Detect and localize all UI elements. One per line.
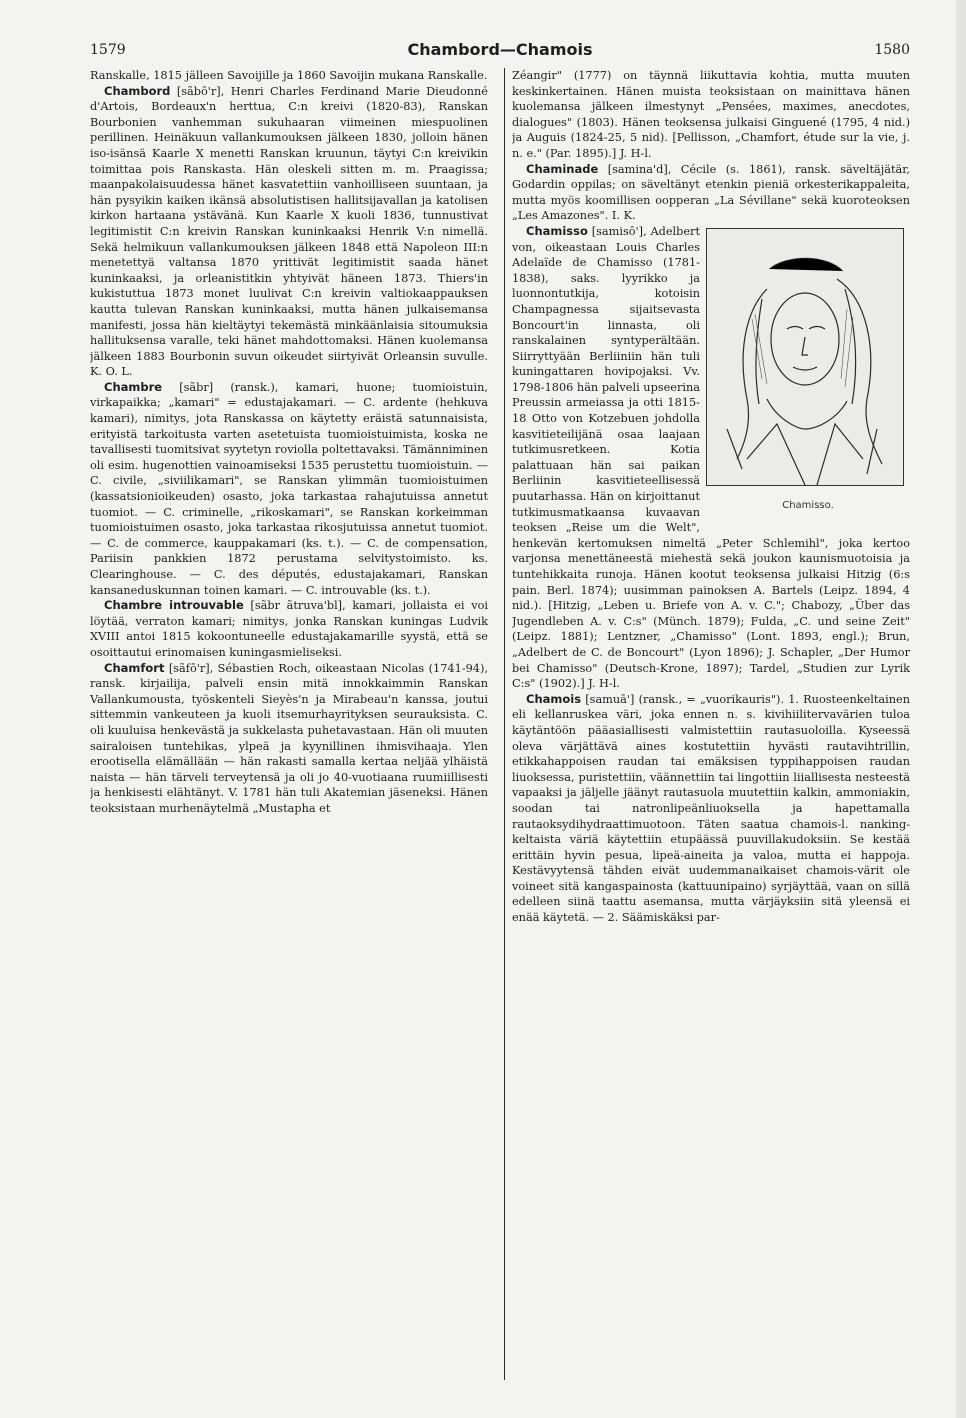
entry-text: [sãbr] (ransk.), kamari, huone; tuomioistuin, virkapaikka; „kamari" = edustajakamari. — C. ardente (hehkuva kamari), nimitys, jota Ranskassa on käytetty eräistä satunnaisista, erityistä tarkoitusta varten asetetuista tuomioistuimista, koska ne tavallisesti tuomitsivat syytetyn roviolla poltettavaksi. Tämänniminen oli esim. hugenottien vainoamiseksi 1535 perustettu tuomioistuin. — C. civile, „siviilikamari", se Ranskan ylimmän tuomioistuimen (kassatsionioikeuden) osasto, joka tarkastaa rahajutuissa annetut tuomiot. — C. criminelle, „rikoskamari", se Ranskan korkeimman tuomioistuimen osasto, joka tarkastaa rikosjutuissa annetut tuomiot. — C. de commerce, kauppakamari (ks. t.). — C. de compensation, Pariisin pankkien 1872 perustama selvitystoimisto. ks. Clearinghouse. — C. des députés, edustajakamari, Ranskan kansaneduskunnan toinen kamari. — C. introuvable (ks. t.). <box>90 380 488 597</box>
page-edge <box>956 0 966 1418</box>
entry-text: [sãbō'r], Henri Charles Ferdinand Marie Dieudonné d'Artois, Bordeaux'n herttua, C:n kreivi (1820-83), Ranskan Bourbonien vanhemman sukuhaaran viimeinen miespuolinen perillinen. Heinäkuun vallankumouksen jälkeen 1830, jolloin hänen iso-isänsä Kaarle X menetti Ranskan kruunun, täytyi C:n kreivikin toimittaa pois Ranskasta. Hän oleskeli sitten m. m. Praagissa; maanpakolaisuudessa hänet kasvatettiin vanhoilliseen suuntaan, ja hän pysyikin kaiken ikänsä absolutistisen hallitsijavallan ja katolisen kirkon hartaana ystävänä. Kun Kaarle X kuoli 1836, tunnustivat legitimistit C:n kreivin Ranskan kuninkaaksi Henrik V:n nimellä. Sekä helmikuun vallankumouksen jälkeen 1848 että Napoleon III:n menetettyä valtansa 1870 yrittivät legitimistit saada hänet kuninkaaksi, ja orleanistitkin yhtyivät häneen 1873. Thiers'in kukistuttua 1873 monet luulivat C:n kreivin valtiokaappauksen kautta tulevan Ranskan kuninkaaksi, mutta hänen julkaisemansa manifesti, jossa hän kieltäytyi tekemästä minkäänlaisia sitoumuksia hallituksensa varalle, teki hänet mahdottomaksi. Hänen kuolemansa jälkeen 1883 Bourbonin suvun oikeudet siirtyivät Orleansin suvulle. K. O. L. <box>90 84 488 379</box>
figure-caption: Chamisso. <box>782 499 834 511</box>
dictionary-entry <box>90 598 488 660</box>
right-column <box>512 68 910 1398</box>
entry-headword: Chamfort <box>104 660 165 675</box>
entry-text: Ranskalle, 1815 jälleen Savoijille ja 1860 Savoijin mukana Ranskalle. <box>90 69 488 82</box>
entry-text: [sãfō'r], Sébastien Roch, oikeastaan Nicolas (1741-94), ransk. kirjailija, palveli ensin mitä innokkaimmin Ranskan Vallankumousta, työskenteli Sieyès'n ja Mirabeau'n kanssa, joutui sittemmin vankeuteen ja kuoli itsemurhayrityksen seurauksista. C. oli kuuluisa henkevästä ja sukkelasta puhetavastaan. Hän oli muuten sairaloisen tuntehikas, ylpeä ja kyynillinen ihmisvihaaja. Ylen erootisella elämällään — hän rakasti samalla kertaa neljää ylhäistä naista — hän tärveli terveytensä ja oli jo 40-vuotiaana ruumiillisesti ja henkisesti elähtänyt. V. 1781 hän tuli Akatemian jäseneksi. Hänen teoksistaan murhenäytelmä „Mustapha et <box>90 661 488 815</box>
entry-text: [samisō'], Adelbert von, oikeastaan Louis Charles Adelaïde de Chamisso (1781-1838), saks. lyyrikko ja luonnontutkija, kotoisin Champagnessa sijaitsevasta Boncourt'in linnasta, oli ranskalainen syntyperältään. Siirryttyään Berliiniin hän tuli kuningattaren hovipojaksi. Vv. 1798-1806 hän palveli upseerina Preussin armeiassa ja otti 1815-18 Otto von Kotzebuen johdolla kasvitieteilijänä osaa laajaan tutkimusretkeen. Kotia palattuaan hän sai paikan Berliinin kasvitieteellisessä puutarhassa. Hän on kirjoittanut tutkimusmatkaansa kuvaavan teoksen „Reise um die Welt", henkevän kertomuksen nimeltä „Peter Schlemihl", joka kertoo varjonsa menettäneestä miehestä sekä joukon kaunismuotoisia ja tuntehikkaita runoja. Hänen kootut teoksensa julkaisi Hitzig (6:s pain. Berl. 1874); uusimman painoksen A. Bartels (Leipz. 1894, 4 nid.). [Hitzig, „Leben u. Briefe von A. v. C."; Chabozy, „Über das Jugendleben A. v. C:s" (Münch. 1879); Fulda, „C. und seine Zeit" (Leipz. 1881); Lentzner, „Chamisso" (Lont. 1893, engl.); Brun, „Adelbert de C. de Boncourt" (Lyon 1896); J. Schapler, „Der Humor bei Chamisso" (Deutsch-Krone, 1897); Tardel, „Studien zur Lyrik C:s" (1902).] J. H-l. <box>512 224 910 691</box>
entry-text: Zéangir" (1777) on täynnä liikuttavia kohtia, mutta muuten keskinkertainen. Hänen muista teoksistaan on mainittava hänen kuolemansa jälkeen ilmestynyt „Pensées, maximes, anecdotes, dialogues" (1803). Hänen teoksensa julkaisi Ginguené (1795, 4 nid.) ja Auguis (1824-25, 5 nid). [Pellisson, „Chamfort, étude sur la vie, j. n. e." (Par. 1895).] J. H-l. <box>512 69 910 160</box>
dictionary-entry <box>512 162 910 224</box>
dictionary-entry <box>512 692 910 926</box>
entry-headword: Chambre <box>104 379 163 394</box>
entry-text: [sãbr ãtruva'bl], kamari, jollaista ei voi löytää, verraton kamari; nimitys, jonka Ranskan kuningas Ludvik XVIII antoi 1815 kokoontuneelle edustajakamarille syystä, että se osoittautui erinomaisen kuningasmieliseksi. <box>90 599 488 659</box>
page-number-right: 1580 <box>874 42 910 58</box>
entry-headword: Chambre introuvable <box>104 598 244 613</box>
entry-headword: Chamisso <box>526 223 588 238</box>
dictionary-entry <box>512 68 910 162</box>
chamisso-portrait-figure <box>706 228 910 526</box>
dictionary-entry <box>90 84 488 380</box>
running-title: Chambord—Chamois <box>407 40 593 59</box>
portrait-illustration <box>707 229 903 485</box>
entry-headword: Chambord <box>104 83 171 98</box>
dictionary-entry <box>90 68 488 84</box>
entry-text: [saminа'd], Cécile (s. 1861), ransk. säveltäjätär, Godardin oppilas; on säveltänyt etenkin pieniä orkesterikappaleita, mutta myös koomillisen oopperan „La Sévillane" sekä kuoroteoksen „Les Amazones". I. K. <box>512 162 910 223</box>
left-column <box>90 68 488 1398</box>
entry-headword: Chaminade <box>526 161 599 176</box>
column-divider <box>504 68 505 1380</box>
dictionary-entry <box>90 380 488 598</box>
entry-text: [samuā'] (ransk., = „vuorikauris"). 1. Ruosteenkeltainen eli kellanruskea väri, joka ennen n. s. kivihiilitervavärien tuloa käytäntöön pääasiallisesti valmistettiin rautasuoloilla. Kyseessä oleva värjättävä aines kostutettiin hyvästi rautavihtrillin, etikkahappoisen raudan tai emäksisen typpihappoisen raudan liuoksessa, puristettiin, väännettiin tai lingottiin liiallisesta nesteestä vapaaksi ja jäljelle jäänyt rautasuola muutettiin kalkin, ammoniakin, soodan tai natronlipeänliuoksella ja hapettamalla rautaoksydihydraattimuotoon. Täten saatua chamois-l. nanking-keltaista väriä käytettiin etupäässä puuvillakudoksiin. Se kestää erittäin hyvin pesua, lipeä-aineita ja valoa, mutta ei happoja. Kestävyytensä tähden eivät uudemmanaikaiset chamois-värit ole voineet sitä kangaspainosta (kattuunipaino) syrjäyttää, vaan on sillä edelleen siinä taattu asemansa, mutta värjäyksiin sitä yleensä ei enää käytetä. — 2. Säämiskäksi par- <box>512 692 910 925</box>
page-number-left: 1579 <box>90 42 126 58</box>
portrait-frame <box>706 228 904 486</box>
dictionary-entry <box>90 661 488 817</box>
entry-headword: Chamois <box>526 691 582 706</box>
